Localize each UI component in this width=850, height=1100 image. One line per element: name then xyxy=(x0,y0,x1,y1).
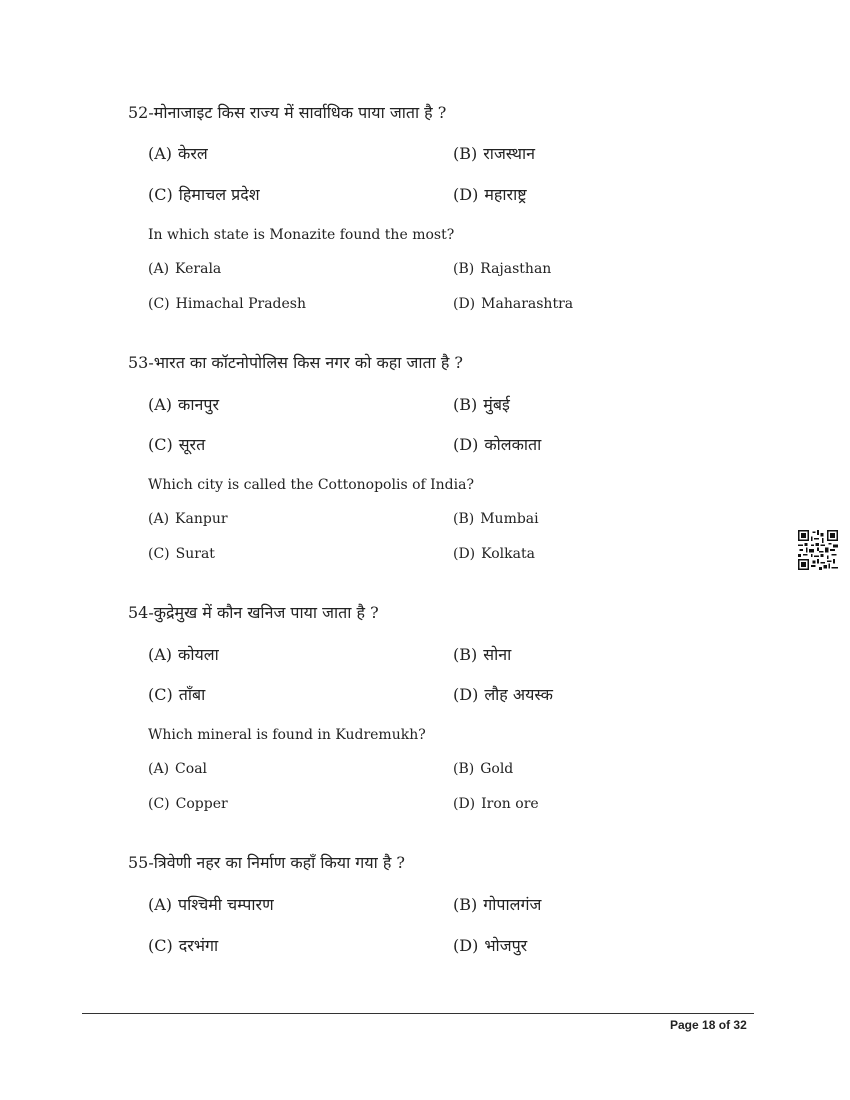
q52-english-option-d: (D) Maharashtra xyxy=(453,296,574,312)
footer-divider xyxy=(82,1013,754,1014)
q53-hindi-option-b: (B) मुंबई xyxy=(453,395,510,414)
q52-hindi-option-b: (B) राजस्थान xyxy=(453,144,535,163)
q54-hindi-option-b: (B) सोना xyxy=(453,645,512,664)
q53-english-option-d: (D) Kolkata xyxy=(453,546,535,562)
qr-code-icon xyxy=(798,530,838,570)
q53-hindi-option-a: (A) कानपुर xyxy=(148,395,219,414)
q53-english-option-c: (C) Surat xyxy=(148,546,215,562)
q54-english-option-a: (A) Coal xyxy=(148,761,208,777)
q54-english-option-b: (B) Gold xyxy=(453,761,514,777)
q52-english-option-a: (A) Kerala xyxy=(148,261,222,277)
q52-english-option-c: (C) Himachal Pradesh xyxy=(148,296,306,312)
q53-english-option-b: (B) Mumbai xyxy=(453,511,539,527)
q54-hindi-option-d: (D) लौह अयस्क xyxy=(453,685,553,704)
question-55-hindi: 55-त्रिवेणी नहर का निर्माण कहाँ किया गया है ? xyxy=(128,853,405,872)
question-54-hindi: 54-कुद्रेमुख में कौन खनिज पाया जाता है ? xyxy=(128,603,379,622)
q52-english-option-b: (B) Rajasthan xyxy=(453,261,552,277)
question-53-hindi: 53-भारत का कॉटनोपोलिस किस नगर को कहा जाता है ? xyxy=(128,353,463,372)
q52-hindi-option-a: (A) केरल xyxy=(148,144,208,163)
q54-english-option-c: (C) Copper xyxy=(148,796,228,812)
q55-hindi-option-b: (B) गोपालगंज xyxy=(453,895,542,914)
question-54-english: Which mineral is found in Kudremukh? xyxy=(148,727,426,743)
q52-hindi-option-d: (D) महाराष्ट्र xyxy=(453,185,527,204)
page-number: Page 18 of 32 xyxy=(670,1018,747,1032)
q52-hindi-option-c: (C) हिमाचल प्रदेश xyxy=(148,185,260,204)
q55-hindi-option-c: (C) दरभंगा xyxy=(148,936,219,955)
q53-english-option-a: (A) Kanpur xyxy=(148,511,228,527)
q54-hindi-option-c: (C) ताँबा xyxy=(148,685,206,704)
question-53-english: Which city is called the Cottonopolis of India? xyxy=(148,477,474,493)
q55-hindi-option-a: (A) पश्चिमी चम्पारण xyxy=(148,895,274,914)
q54-english-option-d: (D) Iron ore xyxy=(453,796,539,812)
question-52-english: In which state is Monazite found the most? xyxy=(148,227,455,243)
q54-hindi-option-a: (A) कोयला xyxy=(148,645,219,664)
q53-hindi-option-d: (D) कोलकाता xyxy=(453,435,542,454)
q53-hindi-option-c: (C) सूरत xyxy=(148,435,206,454)
question-52-hindi: 52-मोनाजाइट किस राज्य में सार्वाधिक पाया जाता है ? xyxy=(128,103,447,122)
q55-hindi-option-d: (D) भोजपुर xyxy=(453,936,528,955)
